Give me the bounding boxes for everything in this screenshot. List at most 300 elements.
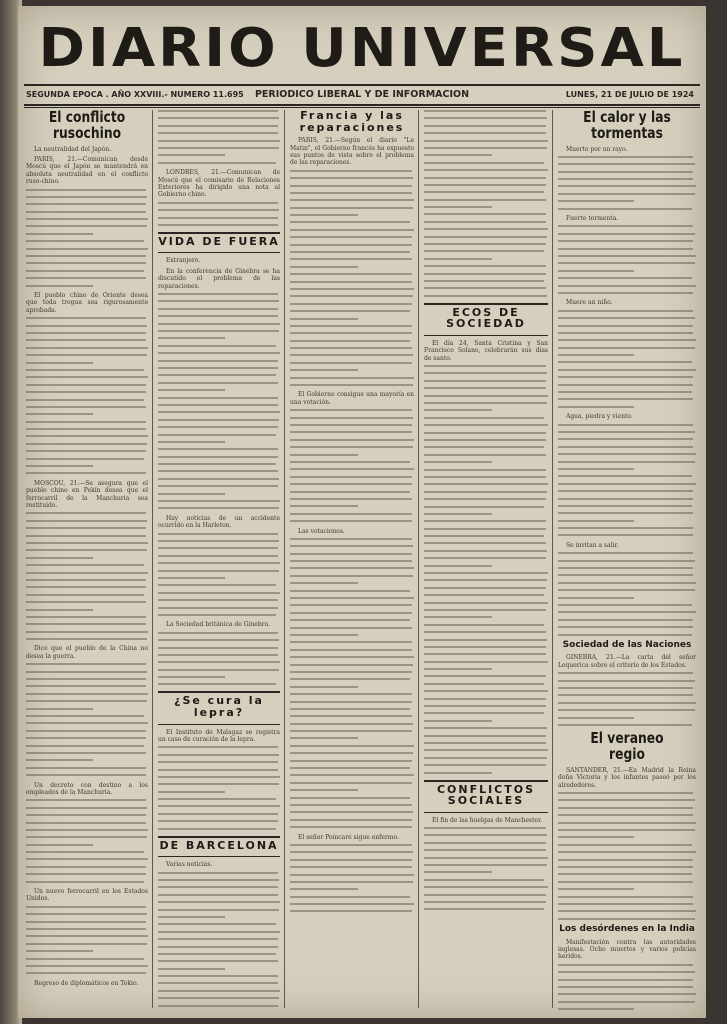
- issue-date: LUNES, 21 DE JULIO DE 1924: [565, 90, 694, 99]
- article-headline: Los desórdenes en la India: [559, 924, 695, 935]
- text-line: [558, 859, 693, 861]
- text-line: [424, 735, 546, 737]
- text-line: [158, 599, 278, 601]
- illegible-text-block: [26, 663, 148, 776]
- text-line: [424, 557, 546, 559]
- newspaper-page: [18, 6, 706, 1018]
- text-line: [424, 409, 492, 411]
- text-line: [558, 822, 696, 824]
- text-line: [158, 1005, 278, 1007]
- illegible-text-block: [558, 964, 696, 1010]
- text-line: [158, 382, 278, 384]
- text-line: [558, 604, 692, 606]
- masthead-rule-thin: [24, 107, 700, 108]
- text-line: [290, 664, 413, 666]
- text-line: [158, 769, 278, 771]
- text-line: [26, 435, 148, 437]
- text-line: [290, 170, 412, 172]
- text-line: [290, 476, 412, 478]
- text-line: [158, 828, 276, 830]
- text-line: [290, 221, 410, 223]
- text-line: [290, 604, 412, 606]
- text-line: [26, 211, 146, 213]
- article-paragraph: MOSCOU, 21.—Se asegura que el pueblo chino en Pekín desea que el ferrocarril de la Manchuria sea restituido.: [26, 479, 148, 510]
- text-line: [158, 570, 279, 572]
- text-line: [558, 993, 696, 995]
- text-line: [26, 339, 146, 341]
- illegible-text-block: [290, 409, 414, 522]
- text-line: [558, 1001, 695, 1003]
- text-line: [558, 1008, 634, 1010]
- article-paragraph: El Gobierno consigue una mayoría en una votación.: [290, 391, 414, 406]
- text-line: [26, 465, 93, 467]
- text-line: [424, 287, 546, 289]
- article-paragraph: Dice que el pueblo de la China no desea la guerra.: [26, 645, 148, 660]
- illegible-text-block: [158, 110, 280, 164]
- text-line: [158, 639, 279, 641]
- text-line: [424, 498, 546, 500]
- text-line: [158, 547, 278, 549]
- section-header: [424, 303, 548, 336]
- text-line: [558, 240, 693, 242]
- illegible-text-block: [290, 170, 414, 386]
- text-line: [290, 888, 358, 890]
- text-line: [26, 678, 146, 680]
- text-line: [424, 273, 546, 275]
- text-line: [424, 550, 547, 552]
- text-line: [424, 476, 546, 478]
- text-line: [290, 483, 412, 485]
- text-line: [558, 310, 693, 312]
- text-line: [290, 199, 414, 201]
- text-line: [158, 776, 280, 778]
- text-line: [26, 928, 146, 930]
- illegible-text-block: [558, 225, 696, 294]
- text-line: [424, 417, 544, 419]
- text-line: [558, 255, 696, 257]
- text-line: [26, 347, 148, 349]
- text-line: [424, 661, 548, 663]
- text-line: [424, 879, 544, 881]
- text-line: [290, 627, 412, 629]
- article-paragraph: El pueblo chino de Oriente desea que toda tregua sea rigurosamente aprobada.: [26, 292, 148, 314]
- text-line: [290, 634, 358, 636]
- text-line: [424, 639, 547, 641]
- column-4: [424, 110, 548, 1010]
- text-line: [26, 881, 144, 883]
- article-paragraph: Extranjero.: [166, 257, 201, 265]
- text-line: [558, 248, 693, 250]
- text-line: [424, 720, 492, 722]
- text-line: [424, 213, 546, 215]
- text-line: [558, 339, 696, 341]
- text-line: [158, 308, 278, 310]
- text-line: [290, 715, 412, 717]
- text-line: [424, 908, 544, 910]
- text-line: [26, 913, 147, 915]
- text-line: [26, 873, 146, 875]
- text-line: [290, 826, 412, 828]
- section-title: ECOS DE SOCIEDAD: [446, 305, 526, 331]
- text-line: [558, 347, 695, 349]
- text-line: [558, 163, 695, 165]
- text-line: [26, 767, 146, 769]
- article-paragraph: Un nuevo ferrocarril en los Estados Unidos.: [26, 888, 148, 903]
- text-line: [290, 273, 412, 275]
- text-line: [26, 851, 144, 853]
- text-line: [290, 811, 413, 813]
- text-line: [424, 535, 544, 537]
- article-paragraph: Varias noticias.: [166, 861, 213, 869]
- article-paragraph: Regreso de diplomáticos en Tokio.: [34, 979, 139, 987]
- text-line: [424, 772, 492, 774]
- text-line: [558, 156, 693, 158]
- text-line: [558, 619, 693, 621]
- text-line: [424, 184, 546, 186]
- text-line: [158, 337, 225, 339]
- text-line: [558, 498, 693, 500]
- text-line: [424, 469, 546, 471]
- text-line: [424, 117, 547, 119]
- text-line: [424, 395, 548, 397]
- text-line: [26, 535, 146, 537]
- illegible-text-block: [424, 365, 548, 773]
- text-line: [158, 916, 225, 918]
- text-line: [158, 901, 280, 903]
- text-line: [26, 262, 146, 264]
- text-line: [26, 572, 148, 574]
- text-line: [158, 676, 225, 678]
- illegible-text-block: [26, 317, 148, 474]
- text-line: [424, 757, 547, 759]
- text-line: [424, 169, 548, 171]
- text-line: [558, 881, 693, 883]
- text-line: [558, 490, 693, 492]
- section-title: ¿Se cura la lepra?: [174, 694, 264, 719]
- article-paragraph: PARIS, 21.—Comunican desde Moscú que el Japón se mantendrá en absoluta neutralidad en el conflicto ruso-chino.: [26, 155, 148, 186]
- text-line: [558, 233, 695, 235]
- text-line: [424, 727, 547, 729]
- text-line: [158, 746, 278, 748]
- section-header: [424, 780, 548, 813]
- text-line: [424, 683, 544, 685]
- text-line: [158, 872, 278, 874]
- illegible-text-block: [158, 872, 280, 1010]
- text-line: [290, 730, 412, 732]
- text-line: [290, 498, 412, 500]
- text-line: [558, 844, 692, 846]
- text-line: [26, 512, 146, 514]
- text-line: [424, 177, 546, 179]
- text-line: [558, 807, 693, 809]
- text-line: [558, 709, 695, 711]
- text-line: [290, 797, 410, 799]
- text-line: [424, 446, 544, 448]
- text-line: [290, 325, 412, 327]
- text-line: [290, 745, 414, 747]
- text-line: [290, 409, 412, 411]
- text-line: [290, 251, 410, 253]
- text-line: [290, 538, 412, 540]
- text-line: [290, 177, 413, 179]
- text-line: [424, 380, 546, 382]
- illegible-text-block: [158, 533, 280, 616]
- text-line: [558, 611, 696, 613]
- text-line: [424, 513, 492, 515]
- text-line: [158, 968, 225, 970]
- column-2: [158, 110, 280, 1010]
- text-line: [290, 318, 358, 320]
- section-title: DE BARCELONA: [159, 838, 279, 852]
- text-line: [158, 791, 225, 793]
- text-line: [158, 485, 278, 487]
- text-line: [26, 586, 146, 588]
- text-line: [26, 708, 93, 710]
- text-line: [158, 217, 278, 219]
- text-line: [26, 549, 147, 551]
- text-line: [26, 325, 147, 327]
- text-line: [424, 764, 546, 766]
- article-headline: El calor y las tormentas: [583, 110, 671, 142]
- text-line: [290, 431, 412, 433]
- text-line: [26, 196, 147, 198]
- text-line: [424, 243, 546, 245]
- text-line: [26, 376, 148, 378]
- text-line: [558, 292, 693, 294]
- illegible-text-block: [158, 632, 280, 686]
- text-line: [158, 147, 279, 149]
- text-line: [26, 472, 146, 474]
- text-line: [424, 602, 548, 604]
- text-line: [424, 668, 492, 670]
- text-line: [424, 616, 492, 618]
- text-line: [290, 545, 413, 547]
- illegible-text-block: [26, 189, 148, 287]
- text-line: [26, 715, 144, 717]
- column-divider: [418, 110, 419, 1008]
- article-paragraph: SANTANDER, 21.—En Madrid la Reina doña Victoria y los infantes paseó por los alrededores.: [558, 766, 696, 789]
- text-line: [424, 520, 546, 522]
- text-line: [290, 185, 412, 187]
- text-line: [424, 365, 546, 367]
- text-line: [158, 140, 280, 142]
- text-line: [290, 671, 412, 673]
- text-line: [158, 879, 279, 881]
- text-line: [424, 528, 546, 530]
- text-line: [290, 656, 414, 658]
- text-line: [26, 277, 146, 279]
- column-divider: [552, 110, 553, 1008]
- masthead-title: DIARIO UNIVERSAL: [38, 17, 686, 80]
- article-paragraph: Se invitan a salir.: [566, 541, 619, 549]
- illegible-text-block: [558, 672, 696, 726]
- text-line: [290, 767, 410, 769]
- text-line: [26, 413, 93, 415]
- text-line: [290, 288, 414, 290]
- text-line: [558, 792, 693, 794]
- text-line: [158, 953, 276, 955]
- text-line: [424, 154, 492, 156]
- text-line: [158, 224, 278, 226]
- text-line: [290, 369, 358, 371]
- text-line: [158, 411, 280, 413]
- text-line: [424, 631, 546, 633]
- text-line: [558, 384, 693, 386]
- text-line: [290, 903, 414, 905]
- text-line: [290, 244, 412, 246]
- article-paragraph: Las votaciones.: [298, 527, 345, 535]
- text-line: [290, 214, 358, 216]
- text-line: [424, 295, 547, 297]
- text-line: [290, 708, 410, 710]
- text-line: [558, 453, 696, 455]
- text-line: [158, 434, 276, 436]
- text-line: [424, 871, 492, 873]
- text-line: [424, 454, 546, 456]
- article-paragraph: Hay noticias de un accidente ocurrido en la Harleton.: [158, 514, 280, 530]
- text-line: [558, 702, 696, 704]
- text-line: [158, 533, 278, 535]
- article-paragraph: El fin de las huelgas de Manchester.: [432, 816, 543, 824]
- text-line: [26, 270, 144, 272]
- text-line: [290, 582, 358, 584]
- text-line: [424, 749, 548, 751]
- text-line: [26, 579, 146, 581]
- article-paragraph: Agua, piedra y viento.: [566, 413, 633, 421]
- text-line: [558, 836, 634, 838]
- text-line: [424, 265, 546, 267]
- article-paragraph: PARIS, 21.—Según el diario "Le Matin", el Gobierno francés ha expuesto sus puntos de vista sobre el problema de las reparaciones.: [290, 137, 414, 167]
- text-line: [290, 377, 414, 379]
- text-line: [558, 193, 695, 195]
- illegible-text-block: [26, 906, 148, 975]
- text-line: [26, 406, 146, 408]
- text-line: [290, 881, 413, 883]
- text-line: [558, 986, 693, 988]
- text-line: [158, 374, 276, 376]
- text-line: [424, 742, 546, 744]
- text-line: [558, 512, 693, 514]
- text-line: [158, 345, 276, 347]
- text-line: [158, 798, 276, 800]
- text-line: [26, 332, 146, 334]
- illegible-text-block: [558, 552, 696, 635]
- text-line: [424, 372, 547, 374]
- text-line: [26, 822, 146, 824]
- text-line: [26, 458, 144, 460]
- text-line: [158, 540, 279, 542]
- article-paragraph: Fuerte tormenta.: [566, 215, 619, 223]
- text-line: [424, 402, 547, 404]
- text-line: [424, 439, 546, 441]
- text-line: [26, 384, 146, 386]
- text-line: [26, 557, 93, 559]
- text-line: [424, 842, 546, 844]
- text-line: [558, 200, 634, 202]
- text-line: [424, 675, 546, 677]
- text-line: [290, 461, 410, 463]
- text-line: [424, 624, 544, 626]
- text-line: [424, 250, 544, 252]
- text-line: [26, 255, 146, 257]
- text-line: [290, 737, 358, 739]
- text-line: [158, 886, 278, 888]
- text-line: [26, 836, 147, 838]
- text-line: [558, 582, 696, 584]
- text-line: [290, 597, 414, 599]
- text-line: [158, 456, 278, 458]
- text-line: [158, 931, 280, 933]
- column-1: [26, 110, 148, 1010]
- text-line: [290, 641, 412, 643]
- text-line: [558, 369, 696, 371]
- text-line: [290, 896, 410, 898]
- masthead-rule-top: [24, 84, 700, 86]
- text-line: [558, 438, 693, 440]
- text-line: [290, 354, 413, 356]
- illegible-text-block: [558, 792, 696, 920]
- text-line: [26, 594, 144, 596]
- text-line: [158, 562, 280, 564]
- text-line: [558, 185, 696, 187]
- text-line: [290, 362, 412, 364]
- text-line: [424, 432, 546, 434]
- text-line: [26, 369, 144, 371]
- text-line: [26, 943, 147, 945]
- text-line: [158, 404, 278, 406]
- illegible-text-block: [558, 310, 696, 408]
- text-line: [26, 564, 144, 566]
- text-line: [424, 849, 546, 851]
- text-line: [424, 483, 548, 485]
- text-line: [26, 233, 93, 235]
- text-line: [558, 446, 693, 448]
- text-line: [424, 834, 547, 836]
- text-line: [290, 789, 358, 791]
- text-line: [558, 799, 695, 801]
- text-line: [424, 565, 492, 567]
- text-line: [26, 693, 148, 695]
- text-line: [558, 534, 693, 536]
- text-line: [290, 693, 412, 695]
- illegible-text-block: [158, 293, 280, 509]
- text-line: [290, 454, 358, 456]
- text-line: [290, 560, 412, 562]
- text-line: [558, 680, 695, 682]
- text-line: [158, 592, 280, 594]
- text-line: [424, 228, 548, 230]
- text-line: [26, 671, 147, 673]
- text-line: [290, 520, 412, 522]
- text-line: [158, 323, 280, 325]
- text-line: [290, 686, 358, 688]
- text-line: [158, 493, 225, 495]
- text-line: [26, 428, 146, 430]
- text-line: [424, 199, 546, 201]
- text-line: [558, 873, 692, 875]
- text-line: [424, 886, 548, 888]
- text-line: [158, 805, 280, 807]
- section-title: VIDA DE FUERA: [158, 234, 280, 248]
- text-line: [290, 819, 412, 821]
- text-line: [424, 587, 546, 589]
- text-line: [158, 783, 279, 785]
- text-line: [424, 461, 492, 463]
- text-line: [26, 972, 146, 974]
- text-line: [158, 754, 279, 756]
- text-line: [158, 683, 276, 685]
- text-line: [158, 132, 278, 134]
